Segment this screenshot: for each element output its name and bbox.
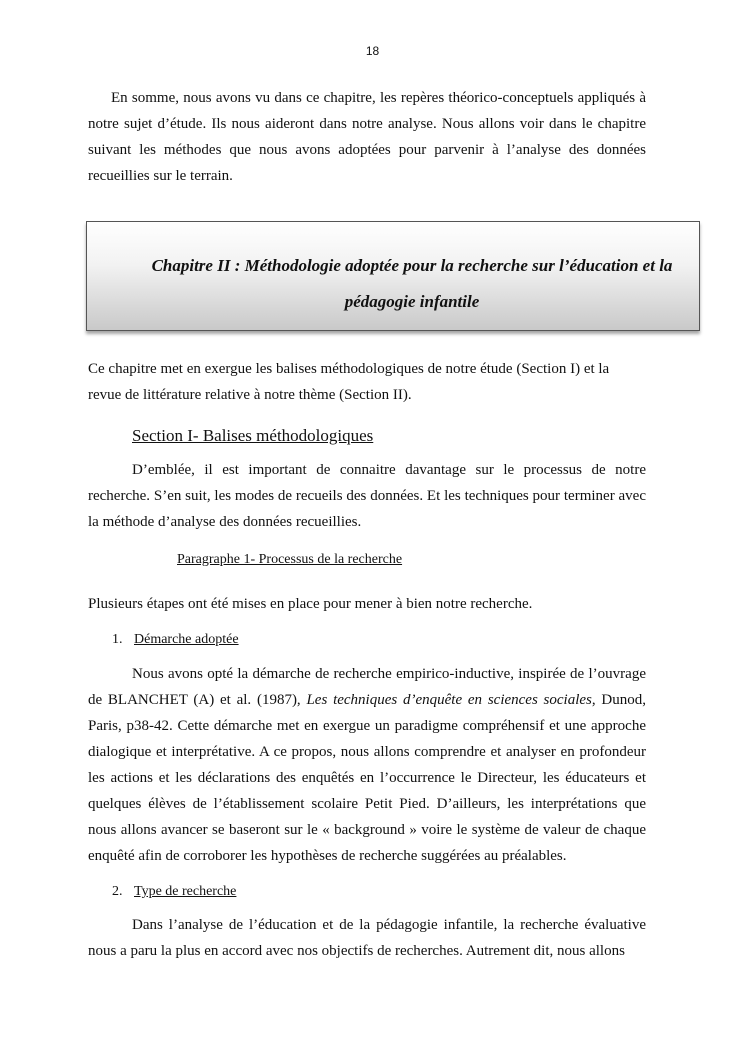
list-item-number: 2. — [112, 884, 123, 899]
section-heading: Section I- Balises méthodologiques — [132, 426, 374, 445]
list-item-heading-2 — [112, 884, 236, 900]
section-intro-paragraph: D’emblée, il est important de connaitre davantage sur le processus de notre recherche. S’en suit, les modes de recueils des données. Et les techniques pour terminer avec la méthode d’analyse des données recueillies. — [88, 462, 646, 530]
paragraph-heading: Paragraphe 1- Processus de la recherche — [177, 552, 403, 567]
intro-paragraph: En somme, nous avons vu dans ce chapitre, les repères théorico-conceptuels appliqués à notre sujet d’étude. Ils nous aideront dans notre analyse. Nous allons voir dans le chapitre suivant les méthodes que nous avons adoptées pour parvenir à l’analyse des données recueillies sur le terrain. — [88, 90, 646, 184]
book-title: Les techniques d’enquête en sciences sociales — [306, 692, 592, 708]
list-item-number: 1. — [112, 632, 123, 647]
page-number: 18 — [365, 44, 380, 58]
demarche-paragraph — [88, 661, 646, 869]
demarche-text-start: Nous avons opté la démarche de recherche empirico-inductive, inspirée de l’ouvrage de BLANCHET (A) et al. (1987), — [88, 666, 646, 708]
list-item-label: Type de recherche — [134, 884, 237, 899]
list-item-heading-1 — [112, 632, 239, 648]
demarche-text-end: , Dunod, Paris, p38-42. Cette démarche met en exergue un paradigme compréhensif et une approche dialogique et interprétative. A ce propos, nous allons comprendre et analyser en profondeur les actions et les déclarations des enquêtés en l’occurrence le Directeur, les éducateurs et quelques élèves de l’établissement scolaire Petit Pied. D’ailleurs, les interprétations que nous allons avancer se baseront sur le « background » voire le système de valeur de chaque enquêté afin de corroborer les hypothèses de recherche suggérées au préalables. — [88, 692, 646, 864]
chapter-intro-line-2: revue de littérature relative à notre thème (Section II). — [88, 387, 412, 403]
list-item-label: Démarche adoptée — [134, 632, 239, 647]
type-recherche-paragraph: Dans l’analyse de l’éducation et de la pédagogie infantile, la recherche évaluative nous a paru la plus en accord avec nos objectifs de recherches. Autrement dit, nous allons — [88, 917, 646, 959]
paragraph-intro-text: Plusieurs étapes ont été mises en place pour mener à bien notre recherche. — [88, 596, 533, 612]
chapter-intro-line-1: Ce chapitre met en exergue les balises méthodologiques de notre étude (Section I) et la — [88, 361, 610, 377]
chapter-title: Chapitre II : Méthodologie adoptée pour la recherche sur l’éducation et la pédagogie infantile — [151, 256, 673, 311]
chapter-title-box — [86, 221, 700, 331]
